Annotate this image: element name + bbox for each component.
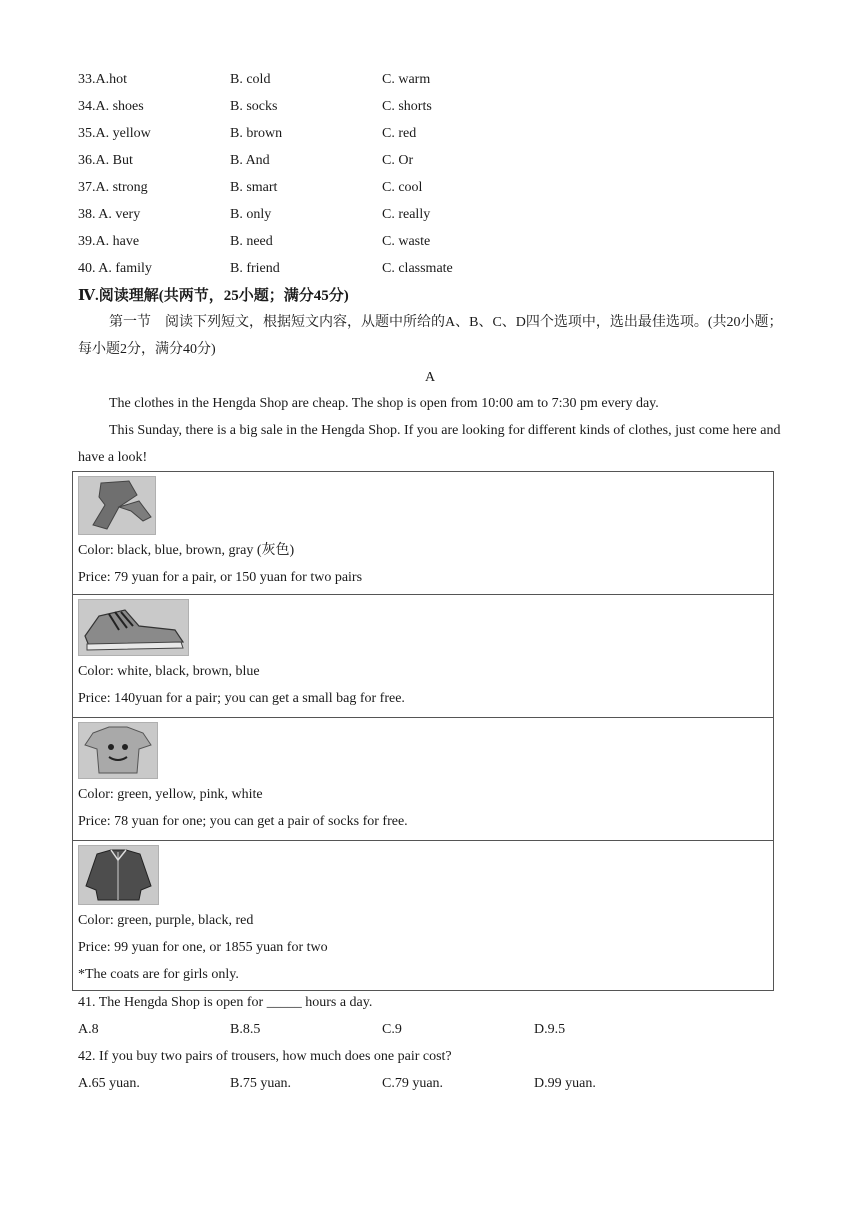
table-row: [73, 595, 774, 718]
option-c: C. really: [382, 207, 431, 222]
item-price: Price: 99 yuan for one, or 1855 yuan for two: [78, 940, 328, 955]
item-color: Color: green, purple, black, red: [78, 913, 254, 928]
item-color: Color: black, blue, brown, gray (灰色): [78, 543, 295, 558]
answer-option: B.8.5: [230, 1022, 261, 1037]
option-b: B. need: [230, 234, 273, 249]
item-cell: [73, 472, 774, 595]
answer-option: D.9.5: [534, 1022, 566, 1037]
table-row: [73, 718, 774, 841]
question-text: 41. The Hengda Shop is open for _____ hours a day.: [78, 995, 373, 1010]
answer-option: C.79 yuan.: [382, 1076, 444, 1091]
answer-option: A.8: [78, 1022, 99, 1037]
option-c: C. classmate: [382, 261, 453, 276]
option-b: B. cold: [230, 72, 271, 87]
option-a: 35.A. yellow: [78, 126, 151, 141]
table-row: [73, 841, 774, 991]
option-a: 40. A. family: [78, 261, 152, 276]
answer-option: C.9: [382, 1022, 402, 1037]
clothes-table: [72, 471, 774, 991]
option-b: B. brown: [230, 126, 283, 141]
option-a: 33.A.hot: [78, 72, 127, 87]
option-b: B. socks: [230, 99, 278, 114]
item-price: Price: 79 yuan for a pair, or 150 yuan for two pairs: [78, 570, 363, 585]
option-c: C. cool: [382, 180, 423, 195]
option-b: B. friend: [230, 261, 280, 276]
option-b: B. And: [230, 153, 270, 168]
passage-label: A: [424, 370, 436, 385]
answer-option: B.75 yuan.: [230, 1076, 292, 1091]
coat-icon: [78, 845, 159, 905]
option-a: 39.A. have: [78, 234, 140, 249]
option-c: C. warm: [382, 72, 431, 87]
trousers-icon: [78, 476, 156, 535]
item-cell: [73, 841, 774, 991]
option-a: 36.A. But: [78, 153, 133, 168]
item-cell: [73, 718, 774, 841]
table-row: [73, 472, 774, 595]
item-color: Color: white, black, brown, blue: [78, 664, 260, 679]
item-color: Color: green, yellow, pink, white: [78, 787, 263, 802]
tshirt-icon: [78, 722, 158, 779]
shoes-icon: [78, 599, 189, 656]
option-a: 37.A. strong: [78, 180, 148, 195]
option-b: B. smart: [230, 180, 278, 195]
answer-option: D.99 yuan.: [534, 1076, 596, 1091]
item-note: *The coats are for girls only.: [78, 967, 239, 982]
question-text: 42. If you buy two pairs of trousers, how much does one pair cost?: [78, 1049, 452, 1064]
answer-option: A.65 yuan.: [78, 1076, 140, 1091]
option-a: 38. A. very: [78, 207, 141, 222]
option-a: 34.A. shoes: [78, 99, 144, 114]
passage-paragraph: The clothes in the Hengda Shop are cheap. The shop is open from 10:00 am to 7:30 pm every day.: [109, 396, 659, 411]
passage-paragraph: This Sunday, there is a big sale in the Hengda Shop. If you are looking for different kinds of clothes, just come here and have a look!: [78, 423, 781, 465]
option-c: C. waste: [382, 234, 431, 249]
option-c: C. Or: [382, 153, 414, 168]
section-instruction: 第一节 阅读下列短文，根据短文内容，从题中所给的A、B、C、D四个选项中，选出最佳选项。(共20小题；每小题2分，满分40分): [78, 315, 783, 357]
item-price: Price: 140yuan for a pair; you can get a small bag for free.: [78, 691, 405, 706]
option-b: B. only: [230, 207, 272, 222]
option-c: C. shorts: [382, 99, 432, 114]
option-c: C. red: [382, 126, 417, 141]
item-cell: [73, 595, 774, 718]
section-heading: Ⅳ.阅读理解(共两节，25小题；满分45分): [78, 288, 349, 304]
item-price: Price: 78 yuan for one; you can get a pair of socks for free.: [78, 814, 408, 829]
